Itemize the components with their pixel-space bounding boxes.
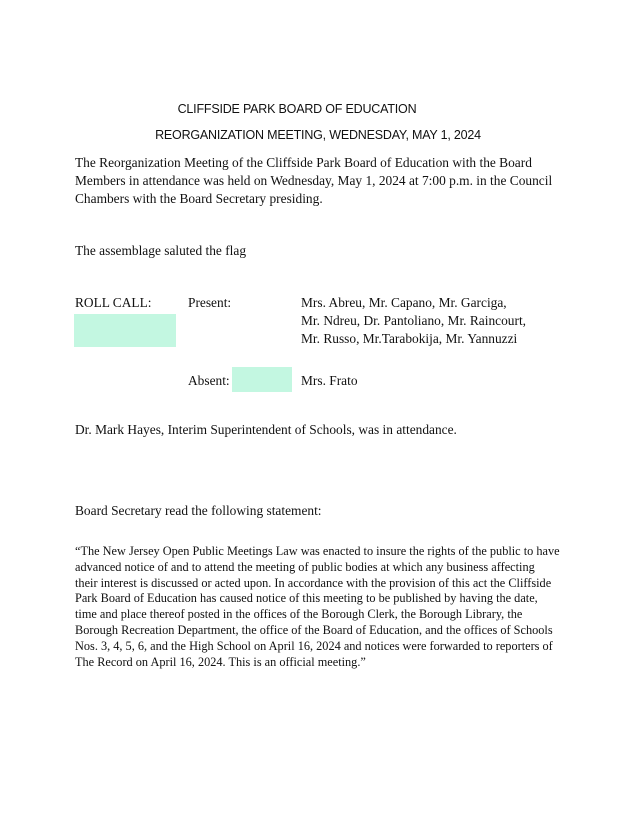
quote-line: Park Board of Education has caused notice of this meeting to be published by having the date, bbox=[75, 591, 538, 606]
intro-paragraph: The Reorganization Meeting of the Cliffside Park Board of Education with the Board Members in attendance was held on Wednesday, May 1, 2024 at 7:00 p.m. in the Council Chambers with the Board Secretary presiding. bbox=[75, 155, 553, 206]
highlight-mark bbox=[232, 367, 292, 392]
attendance-statement: Dr. Mark Hayes, Interim Superintendent of Schools, was in attendance. bbox=[75, 422, 457, 437]
quote-line: The Record on April 16, 2024. This is an official meeting.” bbox=[75, 654, 366, 669]
highlight-mark bbox=[74, 314, 176, 347]
quote-line: Borough Recreation Department, the office of the Board of Education, and the offices of Schools bbox=[75, 622, 553, 637]
meeting-subtitle: REORGANIZATION MEETING, WEDNESDAY, MAY 1, 2024 bbox=[155, 128, 481, 142]
quote-line: advanced notice of and to attend the meeting of public bodies at which any business affecting bbox=[75, 559, 535, 574]
quote-line: Nos. 3, 4, 5, 6, and the High School on April 16, 2024 and notices were forwarded to reporters of bbox=[75, 638, 553, 653]
opma-quote bbox=[75, 544, 595, 670]
quote-line: their interest is discussed or acted upon. In accordance with the provision of this act the Cliffside bbox=[75, 575, 552, 590]
quote-line: “The New Jersey Open Public Meetings Law was enacted to insure the rights of the public to have bbox=[75, 544, 560, 558]
document-title: CLIFFSIDE PARK BOARD OF EDUCATION bbox=[177, 102, 417, 116]
present-names bbox=[301, 294, 561, 348]
absent-names: Mrs. Frato bbox=[301, 373, 358, 388]
quote-line: time and place thereof posted in the offices of the Borough Clerk, the Borough Library, the bbox=[75, 607, 523, 622]
absent-label: Absent: bbox=[188, 373, 230, 388]
present-label: Present: bbox=[188, 295, 232, 310]
present-names-line: Mr. Ndreu, Dr. Pantoliano, Mr. Raincourt, bbox=[301, 313, 527, 328]
present-names-line: Mrs. Abreu, Mr. Capano, Mr. Garciga, bbox=[301, 295, 507, 310]
secretary-statement: Board Secretary read the following statement: bbox=[75, 503, 322, 518]
present-names-line: Mr. Russo, Mr.Tarabokija, Mr. Yannuzzi bbox=[301, 331, 518, 346]
flag-statement: The assemblage saluted the flag bbox=[75, 243, 247, 258]
roll-call-label: ROLL CALL: bbox=[75, 295, 152, 310]
